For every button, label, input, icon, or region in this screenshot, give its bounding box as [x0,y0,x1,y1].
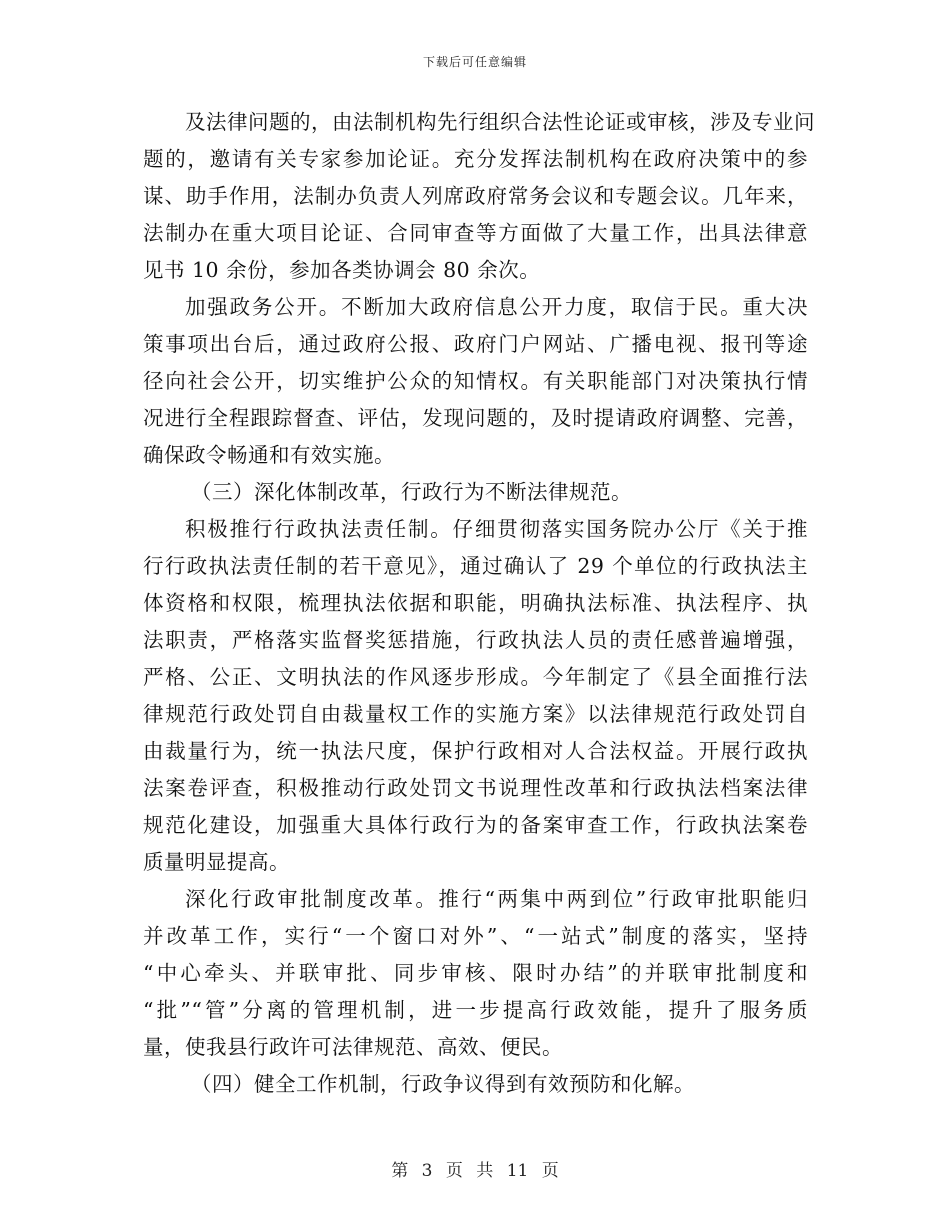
text-line: 规范化建设，加强重大具体行政行为的备案审查工作，行政执法案卷 [143,813,808,837]
text-line: 积极推行行政执法责任制。仔细贯彻落实国务院办公厅《关于推 [185,517,808,541]
page-header: 下载后可任意编辑 [422,55,527,69]
text-line: 法职责，严格落实监督奖惩措施，行政执法人员的责任感普遍增强， [143,628,808,652]
page-number-footer: 第 3 页 共 11 页 [391,1161,559,1181]
document-body [143,104,815,1103]
text-line: 由裁量行为，统一执法尺度，保护行政相对人合法权益。开展行政执 [143,739,808,763]
text-line: 见书 10 余份，参加各类协调会 80 余次。 [143,258,541,282]
paragraph [143,881,808,1066]
paragraph [143,104,815,289]
text-line: 行行政执法责任制的若干意见》，通过确认了 29 个单位的行政执法主 [143,554,808,578]
text-line: 确保政令畅通和有效实施。 [143,443,395,467]
section-heading [143,1066,808,1103]
text-line: （四）健全工作机制，行政争议得到有效预防和化解。 [191,1072,695,1096]
section-heading [143,474,808,511]
text-line: “批”“管”分离的管理机制，进一步提高行政效能，提升了服务质 [143,998,808,1022]
text-line: （三）深化体制改革，行政行为不断法律规范。 [191,480,632,504]
text-line: 并改革工作，实行“一个窗口对外”、“一站式”制度的落实，坚持 [143,924,808,948]
text-line: 策事项出台后，通过政府公报、政府门户网站、广播电视、报刊等途 [143,332,808,356]
text-line: 法案卷评查，积极推动行政处罚文书说理性改革和行政执法档案法律 [143,776,808,800]
text-line: 径向社会公开，切实维护公众的知情权。有关职能部门对决策执行情 [143,369,808,393]
text-line: 严格、公正、文明执法的作风逐步形成。今年制定了《县全面推行法 [143,665,808,689]
text-line: 质量明显提高。 [143,850,290,874]
text-line: 谋、助手作用，法制办负责人列席政府常务会议和专题会议。几年来， [143,184,808,208]
text-line: 况进行全程跟踪督查、评估，发现问题的，及时提请政府调整、完善， [143,406,808,430]
text-line: 及法律问题的，由法制机构先行组织合法性论证或审核，涉及专业问 [185,110,815,134]
text-line: 深化行政审批制度改革。推行“两集中两到位”行政审批职能归 [185,887,808,911]
text-line: 体资格和权限，梳理执法依据和职能，明确执法标准、执法程序、执 [143,591,808,615]
text-line: 律规范行政处罚自由裁量权工作的实施方案》以法律规范行政处罚自 [143,702,808,726]
paragraph [143,289,808,474]
text-line: 加强政务公开。不断加大政府信息公开力度，取信于民。重大决 [185,295,808,319]
text-line: 法制办在重大项目论证、合同审查等方面做了大量工作，出具法律意 [143,221,808,245]
text-line: “中心牵头、并联审批、同步审核、限时办结”的并联审批制度和 [143,961,808,985]
text-line: 题的，邀请有关专家参加论证。充分发挥法制机构在政府决策中的参 [143,147,808,171]
paragraph [143,511,808,881]
text-line: 量，使我县行政许可法律规范、高效、便民。 [143,1035,563,1059]
